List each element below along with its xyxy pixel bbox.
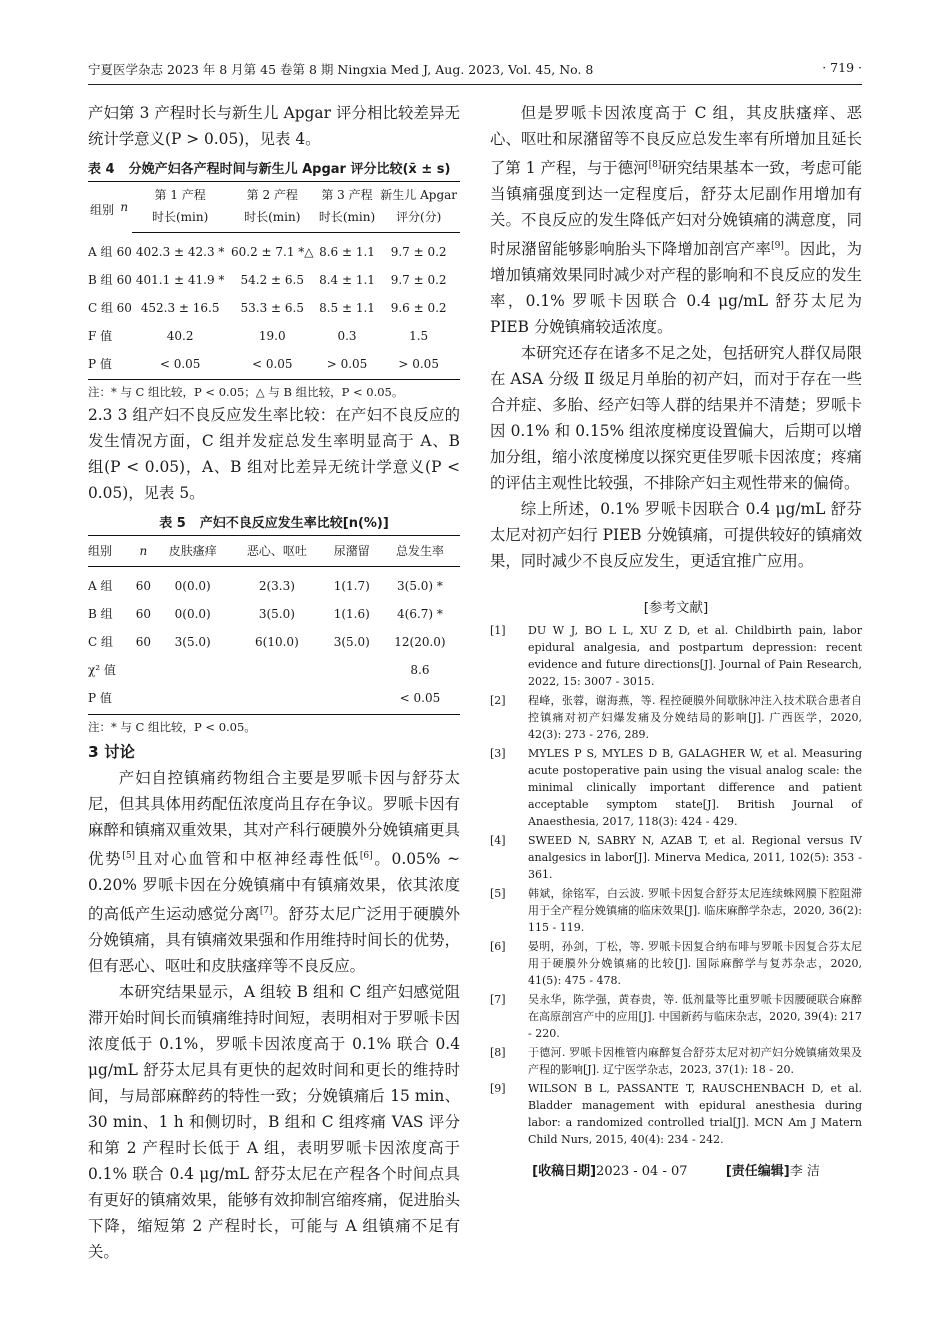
- left-column: [88, 100, 460, 1265]
- table-row: [88, 294, 460, 322]
- table-row: [88, 233, 460, 267]
- table-cell: 8.4 ± 1.1: [319, 273, 375, 287]
- reference-item: [490, 622, 862, 690]
- table5-caption: [88, 512, 460, 531]
- paragraph-intro: 产妇第 3 产程时长与新生儿 Apgar 评分相比较差异无统计学意义(P > 0.05)，见表 4。: [88, 104, 460, 148]
- footer-info: [490, 1160, 862, 1179]
- table-cell: [155, 684, 230, 715]
- reference-text: 程峰，张蓉，谢海燕，等. 程控硬膜外间歇脉冲注入技术联合患者自控镇痛对初产妇爆发痛及分娩结局的影响[J]. 广西医学，2020, 42(3): 273 - 276, 289.: [528, 694, 862, 742]
- reference-item: [490, 692, 862, 743]
- table-cell: < 0.05: [380, 684, 460, 715]
- table-cell: 402.3 ± 42.3 *: [135, 245, 225, 259]
- table-row: [88, 600, 460, 628]
- reference-number: [4]: [490, 834, 506, 848]
- table-cell: [116, 322, 132, 350]
- table-cell: A 组: [88, 244, 113, 259]
- reference-item: [490, 938, 862, 989]
- table-cell: 3(5.0): [258, 607, 295, 621]
- reference-item: [490, 832, 862, 883]
- paragraph-right-3: 综上所述，0.1% 罗哌卡因联合 0.4 μg/mL 舒芬太尼对初产妇行 PIEB 分娩镇痛，可提供较好的镇痛效果，同时减少不良反应发生，更适宜推广应用。: [490, 500, 862, 571]
- citation-6: [6]: [359, 851, 373, 861]
- table-cell: F 值: [88, 329, 113, 343]
- table-cell: χ² 值: [88, 663, 116, 677]
- reference-number: [8]: [490, 1046, 506, 1060]
- text-span: 。舒芬太尼广泛用于硬膜外分娩镇痛，具有镇痛效果强和作用维持时间长的优势，但有恶心、呕吐和皮肤瘙痒等不良反应。: [88, 905, 460, 976]
- editor-name: 李 洁: [789, 1164, 820, 1180]
- table-cell: [131, 656, 155, 684]
- table-cell: 1.5: [409, 329, 429, 343]
- table5-label: 表 5: [159, 516, 186, 531]
- table-cell: 40.2: [166, 329, 194, 343]
- table-header-cell: n: [131, 536, 155, 567]
- table-row: [88, 322, 460, 350]
- paragraph-discussion-2: 本研究结果显示，A 组较 B 组和 C 组产妇感觉阻滞开始时间长而镇痛维持时间短，表明相对于罗哌卡因浓度低于 0.1%，罗哌卡因浓度高于 0.1% 联合 0.4 μg/mL 舒芬太尼具有更快的起效时间和更长的维持时间，与局部麻醉药的特性一致；分娩镇痛后 15 min、30 min、1 h 和侧切时，B 组和 C 组疼痛 VAS 评分和第 2 产程时长低于 A 组，表明罗哌卡因浓度高于 0.1% 联合 0.4 μg/mL 舒芬太尼在产程各个时间点具有更好的镇痛效果，能够有效抑制宫缩疼痛，促进胎头下降，缩短第 2 产程时长，可能与 A 组镇痛不足有关。: [88, 983, 460, 1262]
- text-span: 但是罗哌卡因浓度高于 C 组，其皮肤瘙痒、恶心、呕吐和尿潴留等不良反应总发生率有所增加且延长了第 1 产程，与于德河: [490, 104, 862, 178]
- table-cell: 8.5 ± 1.1: [319, 301, 375, 315]
- table-cell: B 组: [88, 607, 113, 621]
- table-header-cell: 总发生率: [380, 536, 460, 567]
- reference-text: 吴永华，陈学强，黄春贵，等. 低剂量等比重罗哌卡因腰硬联合麻醉在高原剖宫产中的应用[J]. 中国新药与临床杂志，2020, 39(4): 217 - 220.: [528, 993, 862, 1041]
- table-cell: 3(5.0): [174, 635, 211, 649]
- table-cell: 60: [116, 301, 132, 315]
- table-cell: [324, 656, 380, 684]
- paragraph-2-3: 2.3 3 组产妇不良反应发生率比较：在产妇不良反应的发生情况方面，C 组并发症总发生率明显高于 A、B 组(P < 0.05)，A、B 组对比差异无统计学意义(P < 0.05)，见表 5。: [88, 406, 460, 502]
- table-cell: A 组: [88, 579, 113, 593]
- table4-label: 表 4: [88, 162, 115, 177]
- table4-header-stage1: 第 1 产程: [132, 182, 227, 203]
- table-cell: 4(6.7) *: [397, 607, 443, 621]
- table-cell: [230, 656, 324, 684]
- table-cell: B 组: [88, 273, 113, 287]
- table-cell: 60: [135, 579, 152, 593]
- reference-number: [5]: [490, 887, 506, 901]
- table4-header-stage3-unit: 时长(min): [317, 202, 378, 233]
- paragraph-right-2: 本研究还存在诸多不足之处，包括研究人群仅局限在 ASA 分级 Ⅱ 级足月单胎的初产妇，而对于存在一些合并症、多胎、经产妇等人群的结果并不清楚；罗哌卡因 0.1% 和 0.15% 组浓度梯度设置偏大，后期可以增加分组，缩小浓度梯度以探究更佳罗哌卡因浓度；疼痛的评估主观性比较强，不排除产妇主观性带来的偏倚。: [490, 344, 862, 493]
- table-cell: C 组: [88, 301, 113, 315]
- paragraph-discussion-1: [88, 765, 460, 979]
- received-date: 2023 - 04 - 07: [596, 1164, 688, 1180]
- table4-header-stage2-unit: 时长(min): [228, 202, 317, 233]
- table4-header-stage3: 第 3 产程: [317, 182, 378, 203]
- table4-caption: [88, 158, 460, 177]
- table4-body: [88, 233, 460, 380]
- table4-header-n: n: [116, 182, 132, 233]
- table-header-cell: 皮肤瘙痒: [155, 536, 230, 567]
- references-list: [490, 622, 862, 1148]
- page-number: · 719 ·: [822, 60, 862, 75]
- table-header-cell: 恶心、呕吐: [230, 536, 324, 567]
- table-cell: 60: [135, 607, 152, 621]
- table-cell: < 0.05: [228, 350, 317, 380]
- table-cell: 8.6: [410, 663, 430, 677]
- text-span: 产妇自控镇痛药物组合主要是罗哌卡因与舒芬太尼，但其具体用药配伍浓度尚且存在争议。罗哌卡因有麻醉和镇痛双重效果，其对产科行硬膜外分娩镇痛更具优势: [88, 769, 460, 869]
- table-cell: 9.7 ± 0.2: [390, 245, 447, 259]
- table-cell: P 值: [88, 350, 116, 380]
- table-cell: 60: [116, 273, 132, 287]
- table-cell: 0.3: [337, 329, 357, 343]
- table-cell: 401.1 ± 41.9 *: [135, 273, 225, 287]
- table4: [88, 181, 460, 380]
- table-cell: 53.3 ± 6.5: [240, 301, 304, 315]
- table-cell: 1(1.7): [333, 579, 370, 593]
- text-span: 研究结果基本一致，考虑可能当镇痛强度到达一定程度后，舒芬太尼副作用增加有关。不良反应的发生降低产妇对分娩镇痛的满意度，同时尿潴留能够影响胎头下降增加剖宫产率: [490, 159, 862, 259]
- reference-item: [490, 991, 862, 1042]
- table-cell: 60: [135, 635, 152, 649]
- reference-item: [490, 885, 862, 936]
- reference-text: 晏明，孙剑，丁松，等. 罗哌卡因复合纳布啡与罗哌卡因复合芬太尼用于硬膜外分娩镇痛的比较[J]. 国际麻醉学与复苏杂志，2020, 41(5): 475 - 478.: [528, 940, 862, 988]
- table-cell: P 值: [88, 684, 131, 715]
- table-cell: 54.2 ± 6.5: [240, 273, 304, 287]
- table-cell: 9.7 ± 0.2: [390, 273, 447, 287]
- right-column: [490, 100, 862, 1179]
- journal-citation: 宁夏医学杂志 2023 年 8 月第 45 卷第 8 期 Ningxia Med J, Aug. 2023, Vol. 45, No. 8: [88, 62, 594, 77]
- table-header-cell: 尿潴留: [324, 536, 380, 567]
- table-cell: 3(5.0) *: [397, 579, 443, 593]
- table-row: [88, 628, 460, 656]
- text-span: 。因此，为增加镇痛效果同时减少对产程的影响和不良反应的发生率，0.1% 罗哌卡因联合 0.4 μg/mL 舒芬太尼为 PIEB 分娩镇痛较适浓度。: [490, 240, 862, 337]
- table-cell: 60: [116, 244, 132, 259]
- table-cell: > 0.05: [317, 350, 378, 380]
- citation-8: [8]: [648, 160, 662, 170]
- reference-number: [6]: [490, 940, 506, 954]
- editor-label: [责任编辑]: [725, 1164, 790, 1180]
- citation-5: [5]: [122, 851, 136, 861]
- received-label: [收稿日期]: [532, 1164, 597, 1180]
- reference-number: [2]: [490, 694, 506, 708]
- table5-note: 注：* 与 C 组比较，P < 0.05。: [88, 720, 256, 734]
- table-cell: 0(0.0): [174, 607, 211, 621]
- paragraph-right-1: [490, 100, 862, 340]
- reference-text: 韩斌，徐铭军，白云波. 罗哌卡因复合舒芬太尼连续蛛网膜下腔阻滞用于全产程分娩镇痛的临床效果[J]. 临床麻醉学杂志，2020, 36(2): 115 - 119.: [528, 887, 862, 935]
- table-cell: 3(5.0): [333, 635, 370, 649]
- table4-header-stage1-unit: 时长(min): [132, 202, 227, 233]
- reference-item: [490, 1080, 862, 1148]
- reference-number: [9]: [490, 1082, 506, 1096]
- table4-header-group: 组别: [88, 182, 116, 233]
- table5-title: 产妇不良反应发生率比较[n(%)]: [199, 516, 389, 531]
- table-cell: < 0.05: [132, 350, 227, 380]
- reference-text: SWEED N, SABRY N, AZAB T, et al. Regional versus IV analgesics in labor[J]. Minerva Medica, 2011, 102(5): 353 - 361.: [528, 834, 862, 882]
- reference-number: [1]: [490, 624, 506, 638]
- table4-header-stage2: 第 2 产程: [228, 182, 317, 203]
- table-row: [88, 567, 460, 601]
- table4-note: 注：* 与 C 组比较，P < 0.05；△ 与 B 组比较，P < 0.05。: [88, 385, 404, 399]
- section-3-heading: 3 讨论: [88, 743, 135, 761]
- table-row: [88, 684, 460, 715]
- table-cell: C 组: [88, 635, 113, 649]
- references-title: [参考文献]: [643, 600, 709, 617]
- table-cell: 0(0.0): [174, 579, 211, 593]
- table-cell: 9.6 ± 0.2: [390, 301, 447, 315]
- reference-number: [7]: [490, 993, 506, 1007]
- running-header: [88, 60, 862, 80]
- table-cell: [116, 350, 132, 380]
- reference-text: WILSON B L, PASSANTE T, RAUSCHENBACH D, et al. Bladder management with epidural anesthesia during labor: a randomized controlled trial[J]. MCN Am J Matern Child Nurs, 2015, 40(4): 234 - 242.: [528, 1082, 862, 1147]
- table-cell: 60.2 ± 7.1 *△: [230, 245, 314, 259]
- text-span: 。0.05% ~ 0.20% 罗哌卡因在分娩镇痛中有镇痛效果，依其浓度的高低产生运动感觉分离: [88, 850, 460, 924]
- reference-item: [490, 745, 862, 830]
- table-row: [88, 656, 460, 684]
- reference-number: [3]: [490, 747, 506, 761]
- table-header-cell: 组别: [88, 536, 131, 567]
- table-cell: 452.3 ± 16.5: [140, 301, 220, 315]
- table-row: [88, 266, 460, 294]
- table-row: [88, 350, 460, 380]
- reference-text: MYLES P S, MYLES D B, GALAGHER W, et al. Measuring acute postoperative pain using the visual analog scale: the minimal clinically important difference and patient acceptable symptom state[J]. British Journal of Anaesthesia, 2017, 118(3): 424 - 429.: [528, 747, 862, 829]
- table5-body: [88, 567, 460, 715]
- table5: [88, 535, 460, 715]
- reference-text: DU W J, BO L L, XU Z D, et al. Childbirth pain, labor epidural analgesia, and postpartum depression: recent evidence and future directions[J]. Journal of Pain Research, 2022, 15: 3007 - 3015.: [528, 624, 862, 689]
- table5-header-row: [88, 536, 460, 567]
- table-cell: [324, 684, 380, 715]
- reference-item: [490, 1044, 862, 1078]
- table-cell: 1(1.6): [333, 607, 370, 621]
- table-cell: [131, 684, 155, 715]
- table-cell: 12(20.0): [394, 635, 446, 649]
- table4-title: 分娩产妇各产程时间与新生儿 Apgar 评分比较(x̄ ± s): [128, 162, 451, 177]
- table4-header-apgar-unit: 评分(分): [377, 202, 460, 233]
- table-cell: > 0.05: [377, 350, 460, 380]
- reference-text: 于德河. 罗哌卡因椎管内麻醉复合舒芬太尼对初产妇分娩镇痛效果及产程的影响[J]. 辽宁医学杂志，2023, 37(1): 18 - 20.: [528, 1046, 862, 1077]
- table-cell: [155, 656, 230, 684]
- table-cell: 6(10.0): [255, 635, 299, 649]
- table-cell: [230, 684, 324, 715]
- citation-7: [7]: [259, 906, 273, 917]
- table-cell: 2(3.3): [258, 579, 295, 593]
- table-cell: 8.6 ± 1.1: [319, 245, 375, 259]
- table4-header-apgar: 新生儿 Apgar: [377, 182, 460, 203]
- text-span: 且对心血管和中枢神经毒性低: [135, 850, 360, 869]
- table-cell: 19.0: [258, 329, 286, 343]
- header-rule: [88, 84, 862, 85]
- citation-9: [9]: [771, 241, 784, 252]
